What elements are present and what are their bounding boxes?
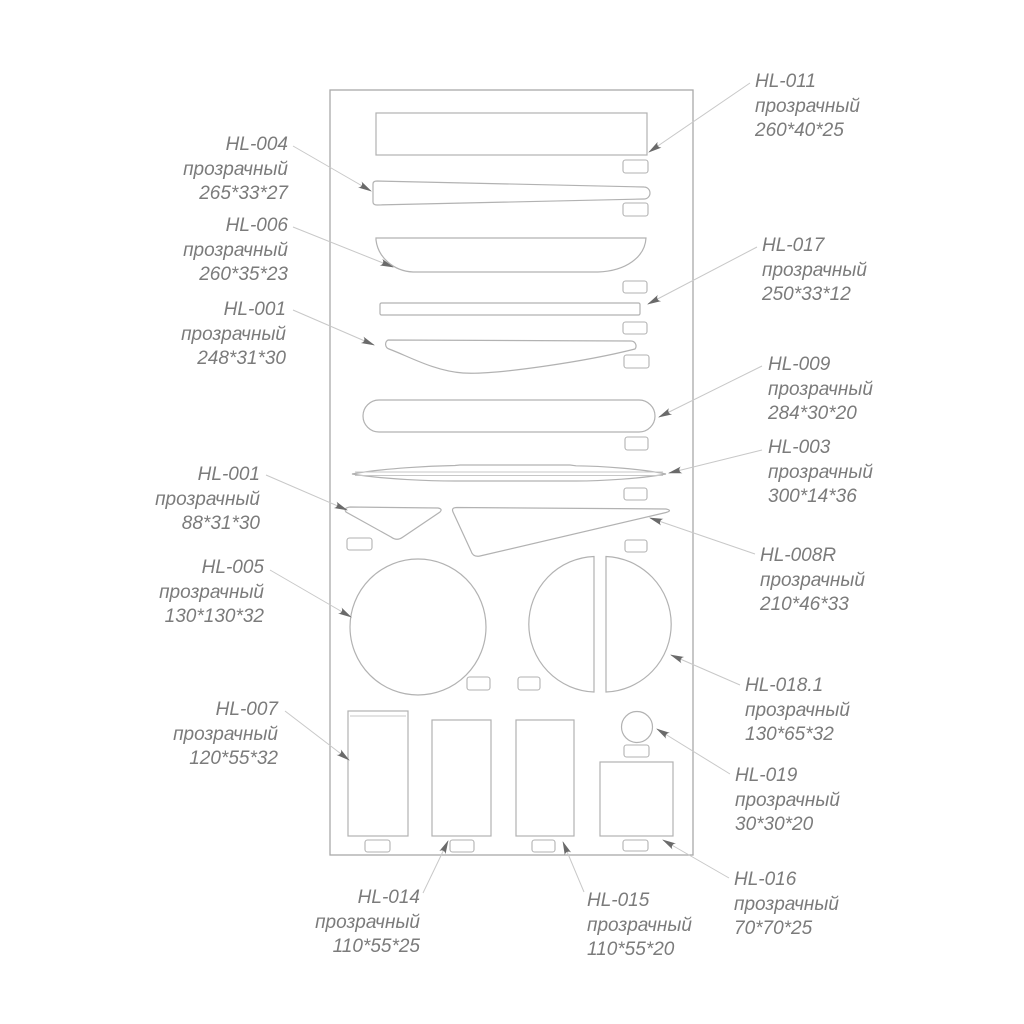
tab [623,840,648,851]
label-hl-001-small-code: HL-001 [197,464,260,485]
label-hl-014-material: прозрачный [315,912,420,933]
part-hl-005 [350,559,486,695]
part-hl-014 [432,720,491,836]
tab [625,437,648,450]
label-hl-005-size: 130*130*32 [164,606,264,627]
label-hl-019-code: HL-019 [735,765,798,786]
label-hl-001-long-code: HL-001 [223,299,286,320]
label-hl-009-material: прозрачный [768,379,873,400]
label-hl-003-code: HL-003 [768,437,831,458]
label-hl-008r-material: прозрачный [760,570,865,591]
part-hl-006 [376,238,646,272]
label-hl-009-size: 284*30*20 [768,403,857,424]
label-hl-003-material: прозрачный [768,462,873,483]
label-hl-016-size: 70*70*25 [734,918,813,939]
label-hl-001-long-material: прозрачный [181,324,286,345]
label-hl-014-size: 110*55*25 [332,936,420,957]
tab [623,281,647,293]
label-hl-015-material: прозрачный [587,915,692,936]
tab [365,840,390,852]
part-hl-009 [363,400,655,432]
label-hl-007-material: прозрачный [173,724,278,745]
tab [624,745,649,757]
label-hl-011-material: прозрачный [755,96,860,117]
tab [450,840,474,852]
part-hl-007 [348,711,408,836]
label-hl-003-size: 300*14*36 [768,486,857,507]
label-hl-018-material: прозрачный [745,700,850,721]
tab [623,160,648,173]
label-hl-007-size: 120*55*32 [189,748,278,769]
label-hl-006-material: прозрачный [183,240,288,261]
tab [623,203,648,216]
label-hl-015-size: 110*55*20 [587,939,675,960]
tab [624,488,647,500]
label-hl-017-size: 250*33*12 [762,284,851,305]
label-hl-001-small-size: 88*31*30 [181,513,260,534]
label-hl-019-material: прозрачный [735,790,840,811]
part-hl-016 [600,762,673,836]
label-hl-006-code: HL-006 [225,215,288,236]
label-hl-011-size: 260*40*25 [755,120,844,141]
label-hl-004-size: 265*33*27 [199,183,288,204]
part-hl-015 [516,720,574,836]
tab [467,677,490,690]
tab [532,840,555,852]
label-hl-004-code: HL-004 [225,134,288,155]
label-hl-019-size: 30*30*20 [735,814,814,835]
label-hl-007-code: HL-007 [215,699,278,720]
label-hl-001-long-size: 248*31*30 [197,348,286,369]
label-hl-015-code: HL-015 [587,890,650,911]
label-hl-017-material: прозрачный [762,260,867,281]
label-hl-018-size: 130*65*32 [745,724,834,745]
label-hl-008r-size: 210*46*33 [760,594,849,615]
label-hl-005-material: прозрачный [159,582,264,603]
tab [625,540,647,552]
tab [347,538,372,550]
part-hl-011 [376,113,647,155]
label-hl-018-code: HL-018.1 [745,675,824,696]
label-hl-004-material: прозрачный [183,159,288,180]
label-hl-016-material: прозрачный [734,894,839,915]
part-hl-017 [380,303,640,315]
leader-hl-016 [663,840,729,878]
label-hl-016-code: HL-016 [734,869,797,890]
label-hl-014-code: HL-014 [357,887,420,908]
tab [624,355,649,368]
label-hl-017-code: HL-017 [762,235,825,256]
tab [623,322,647,334]
part-hl-019 [622,712,653,743]
label-hl-005-code: HL-005 [201,557,264,578]
tab [518,677,540,690]
label-hl-001-small-material: прозрачный [155,489,260,510]
label-hl-009-code: HL-009 [768,354,831,375]
label-hl-008r-code: HL-008R [760,545,837,566]
label-hl-011-code: HL-011 [755,71,816,92]
label-hl-006-size: 260*35*23 [199,264,288,285]
